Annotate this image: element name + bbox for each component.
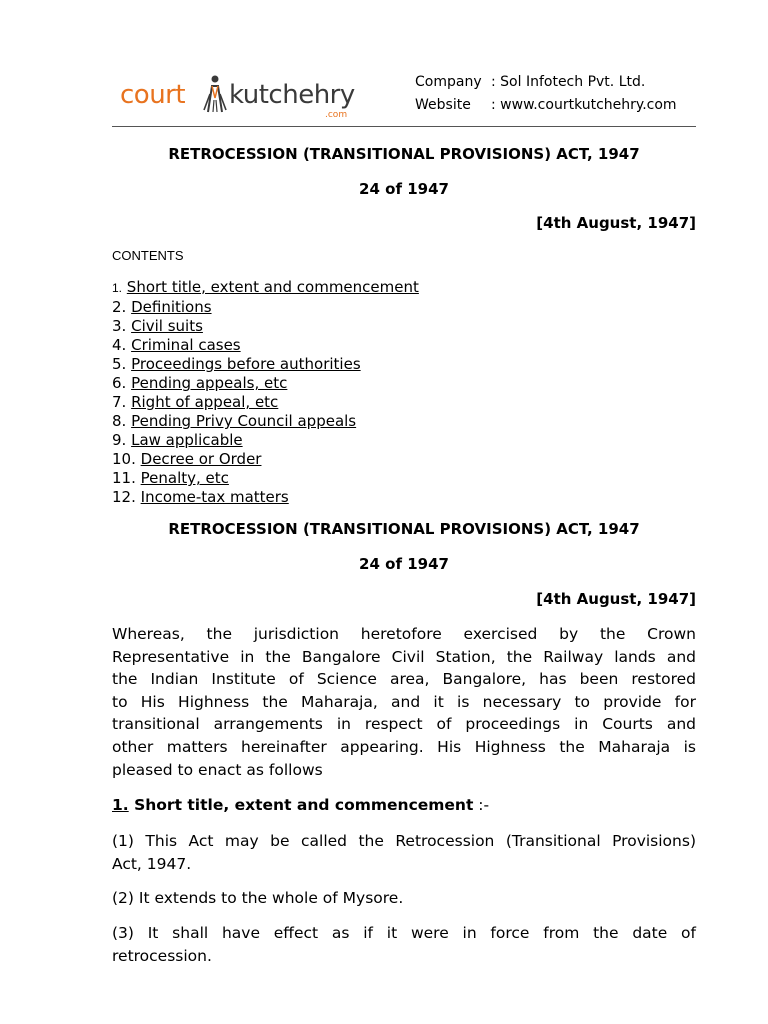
act-number: 24 of 1947 [359,180,449,198]
logo-text-court: court [120,80,186,110]
act-date-repeat: [4th August, 1947] [536,590,696,608]
contents-label: CONTENTS [112,248,184,263]
toc-link-decree-order[interactable]: Decree or Order [140,450,262,468]
subsection-line: Act, 1947. [112,854,192,873]
preamble-line: Representative in the Bangalore Civil Station, the Railway lands and [112,647,696,666]
toc-item [112,298,419,317]
toc-item [112,374,419,393]
section-1-title: Short title, extent and commencement [128,796,474,814]
toc-link-law-applicable[interactable]: Law applicable [131,431,243,449]
subsection-line: retrocession. [112,946,212,965]
toc-number: 12. [112,488,136,506]
toc-link-proceedings[interactable]: Proceedings before authorities [131,355,361,373]
toc-number: 6. [112,374,127,392]
toc-item [112,450,419,469]
toc-number: 9. [112,431,127,449]
toc-item [112,469,419,488]
header-divider [112,126,696,127]
section-1-number[interactable]: 1. [112,796,129,814]
toc-number: 1. [112,281,123,295]
company-value: : Sol Infotech Pvt. Ltd. [491,74,646,90]
act-date: [4th August, 1947] [536,214,696,232]
toc-link-privy-council[interactable]: Pending Privy Council appeals [131,412,357,430]
toc-link-civil-suits[interactable]: Civil suits [131,317,203,335]
toc-number: 3. [112,317,127,335]
toc-number: 10. [112,450,136,468]
subsection-line: (2) It extends to the whole of Mysore. [112,889,404,907]
preamble-line: other matters hereinafter appearing. His Highness the Maharaja is [112,737,696,756]
section-1-heading [112,796,489,814]
website-row [415,94,677,117]
toc-link-criminal-cases[interactable]: Criminal cases [131,336,241,354]
preamble-line: pleased to enact as follows [112,760,323,779]
toc-item [112,317,419,336]
toc-number: 4. [112,336,127,354]
toc-number: 2. [112,298,127,316]
toc-item [112,355,419,374]
act-title: RETROCESSION (TRANSITIONAL PROVISIONS) ACT, 1947 [168,145,640,163]
website-label: Website [415,97,471,113]
toc-item [112,393,419,412]
subsection-line: (1) This Act may be called the Retrocession (Transitional Provisions) [112,832,696,850]
toc-item [112,278,419,298]
act-title-repeat: RETROCESSION (TRANSITIONAL PROVISIONS) ACT, 1947 [168,520,640,538]
toc-link-right-of-appeal[interactable]: Right of appeal, etc [131,393,279,411]
toc-item [112,412,419,431]
company-label: Company [415,74,482,90]
company-row [415,71,677,94]
toc-link-definitions[interactable]: Definitions [131,298,212,316]
toc-number: 5. [112,355,127,373]
preamble-line: transitional arrangements in respect of proceedings in Courts and [112,715,696,734]
act-number-repeat: 24 of 1947 [359,555,449,573]
preamble-line: to His Highness the Maharaja, and it is necessary to provide for [112,692,696,711]
subsection-3 [112,922,696,967]
advocate-figure-icon [198,74,230,114]
preamble-line: the Indian Institute of Science area, Bangalore, has been restored [112,670,696,689]
logo-text-com: .com [325,110,348,120]
preamble-paragraph [112,623,696,781]
logo-text-kutchehry: kutchehry [229,80,355,110]
toc-number: 11. [112,469,136,487]
toc-link-income-tax[interactable]: Income-tax matters [140,488,289,506]
toc-link-short-title[interactable]: Short title, extent and commencement [126,278,419,296]
company-info [415,71,677,117]
toc-item [112,488,419,507]
toc-item [112,431,419,450]
subsection-1 [112,830,696,875]
toc-number: 7. [112,393,127,411]
table-of-contents [112,278,419,507]
subsection-2 [112,887,696,910]
toc-link-pending-appeals[interactable]: Pending appeals, etc [131,374,288,392]
toc-item [112,336,419,355]
toc-number: 8. [112,412,127,430]
website-value[interactable]: : www.courtkutchehry.com [491,97,677,113]
toc-link-penalty[interactable]: Penalty, etc [140,469,229,487]
subsection-line: (3) It shall have effect as if it were in force from the date of [112,924,696,942]
preamble-line: Whereas, the jurisdiction heretofore exercised by the Crown [112,625,696,643]
section-1-tail: :- [473,796,490,814]
